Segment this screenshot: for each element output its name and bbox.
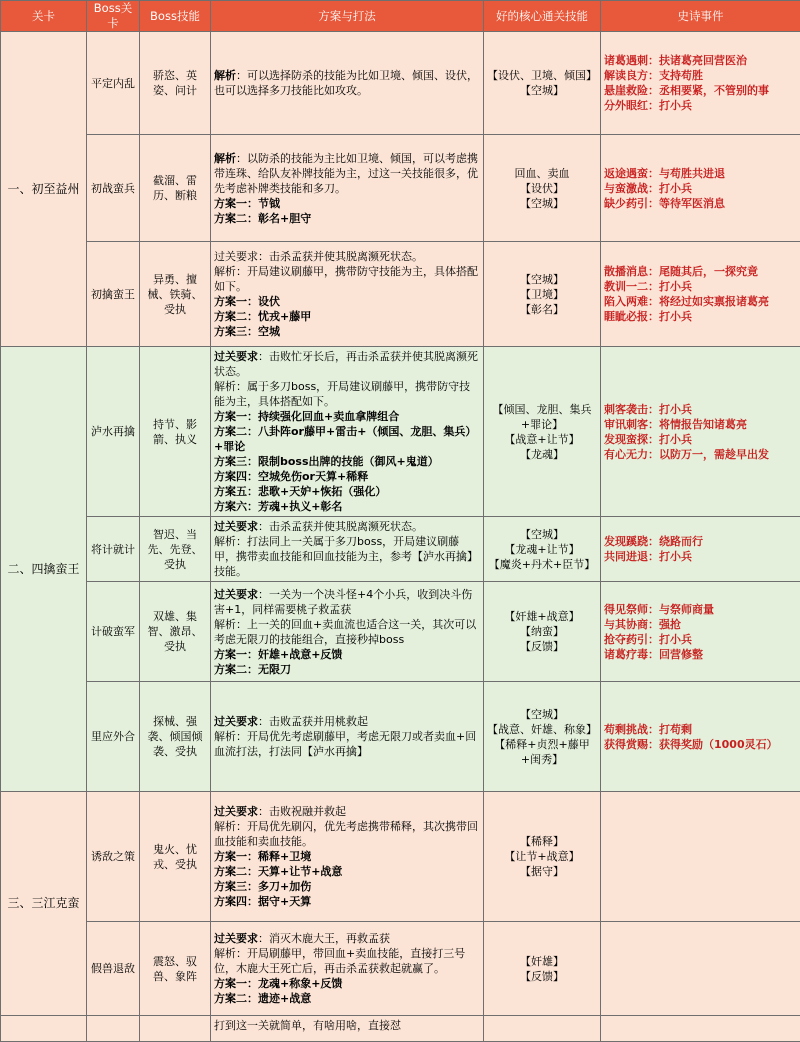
plan-cell — [211, 32, 484, 135]
plan-text: ：以防杀的技能为主比如卫境、倾国，可以考虑携带连珠、给队友补牌技能为主，过这一关技能很多，优先考虑补牌类技能和多刀。 — [214, 152, 478, 195]
core-skill-line: 【奸雄】 — [487, 954, 597, 969]
boss-skills-cell: 震怒、驭兽、象阵 — [140, 922, 211, 1016]
plan-line — [214, 264, 480, 294]
stage-name-cell: 将计就计 — [87, 517, 140, 582]
section-name-cell: 三、三江克蛮 — [1, 792, 87, 1016]
plan-bold-text: 方案四：空城免伤or天算+稀释 — [214, 470, 368, 483]
epic-events-cell — [601, 517, 800, 582]
section-name-cell: 二、四擒蛮王 — [1, 347, 87, 792]
plan-bold-text: 方案一：节钺 — [214, 197, 280, 210]
event-line: 解读良方：支持苟胜 — [604, 68, 797, 83]
event-line: 与蛮激战：打小兵 — [604, 181, 797, 196]
plan-text: ：可以选择防杀的技能为比如卫境、倾国、设伏，也可以选择多刀技能比如攻攻。 — [214, 69, 478, 97]
plan-text: 解析：开局刷藤甲，带回血+卖血技能，直接打三号位，木鹿大王死亡后，再击杀孟获救起就赢了。 — [214, 947, 465, 975]
plan-line — [214, 309, 480, 324]
plan-bold-text: 方案五：悲歌+天妒+恢拓（强化） — [214, 485, 386, 498]
plan-bold-text: 方案二：遗迹+战意 — [214, 992, 311, 1005]
core-skill-line: 【设伏、卫境、倾国】 — [487, 68, 597, 83]
plan-line — [214, 469, 480, 484]
event-line: 审讯刺客：将情报告知诸葛亮 — [604, 417, 797, 432]
core-skills-cell — [484, 922, 601, 1016]
plan-bold-text: 方案三：限制boss出牌的技能（御风+鬼道） — [214, 455, 439, 468]
table-row — [1, 135, 800, 242]
core-skill-line: 【纳蛮】 — [487, 624, 597, 639]
epic-events-cell — [601, 582, 800, 682]
boss-skills-cell: 异勇、擅械、铁骑、受执 — [140, 242, 211, 347]
header-plan: 方案与打法 — [211, 1, 484, 32]
event-line: 缺少药引：等待军医消息 — [604, 196, 797, 211]
plan-line — [214, 894, 480, 909]
table-row — [1, 682, 800, 792]
section-name-cell: 一、初至益州 — [1, 32, 87, 347]
plan-text: ：击败祝融并救起 — [258, 805, 346, 818]
header-boss-skills: Boss技能 — [140, 1, 211, 32]
plan-text: ：击杀孟获并使其脱离濒死状态。 — [258, 520, 423, 533]
plan-text: ：消灭木鹿大王，再救孟获 — [258, 932, 390, 945]
plan-text: 解析：开局优先刷闪，优先考虑携带稀释，其次携带回血技能和卖血技能。 — [214, 820, 478, 848]
event-line: 诸葛遇刺：扶诸葛亮回营医治 — [604, 53, 797, 68]
table-row — [1, 32, 800, 135]
partial-stage-cell — [87, 1016, 140, 1042]
plan-line — [214, 409, 480, 424]
plan-bold-text: 过关要求 — [214, 715, 258, 728]
plan-cell — [211, 922, 484, 1016]
table-row — [1, 792, 800, 922]
boss-skills-cell: 探械、强袭、倾国倾袭、受执 — [140, 682, 211, 792]
stage-name-cell: 诱敌之策 — [87, 792, 140, 922]
plan-bold-text: 方案二：八卦阵or藤甲+雷击+（倾国、龙胆、集兵）+罪论 — [214, 425, 476, 453]
event-line: 得见祭师：与祭师商量 — [604, 602, 797, 617]
event-line: 获得赏赐：获得奖励（1000灵石） — [604, 737, 797, 752]
core-skills-cell — [484, 242, 601, 347]
plan-line — [214, 534, 480, 579]
core-skill-line: 【空城】 — [487, 83, 597, 98]
plan-line — [214, 68, 480, 98]
plan-bold-text: 过关要求 — [214, 805, 258, 818]
partial-section-cell — [1, 1016, 87, 1042]
plan-line — [214, 294, 480, 309]
table-row-partial — [1, 1016, 800, 1042]
core-skill-line: 【稀释】 — [487, 834, 597, 849]
event-line: 教训一二：打小兵 — [604, 279, 797, 294]
event-line: 睚眦必报：打小兵 — [604, 309, 797, 324]
core-skill-line: 【彰名】 — [487, 302, 597, 317]
event-line: 抢夺药引：打小兵 — [604, 632, 797, 647]
plan-text: ：击败忙牙长后，再击杀孟获并使其脱离濒死状态。 — [214, 350, 478, 378]
stage-name-cell: 平定内乱 — [87, 32, 140, 135]
plan-bold-text: 方案一：持续强化回血+卖血拿牌组合 — [214, 410, 399, 423]
plan-text: ：一关为一个决斗怪+4个小兵，收到决斗伤害+1，同样需要桃子救孟获 — [214, 588, 472, 616]
table-row — [1, 922, 800, 1016]
plan-line — [214, 484, 480, 499]
plan-cell — [211, 792, 484, 922]
plan-line — [214, 519, 480, 534]
plan-bold-text: 方案一：龙魂+称象+反馈 — [214, 977, 342, 990]
plan-line — [214, 662, 480, 677]
core-skills-cell — [484, 135, 601, 242]
plan-line — [214, 991, 480, 1006]
plan-line — [214, 946, 480, 976]
header-core-skills: 好的核心通关技能 — [484, 1, 601, 32]
event-line: 诸葛疗毒：回营修整 — [604, 647, 797, 662]
plan-cell — [211, 347, 484, 517]
plan-bold-text: 过关要求 — [214, 932, 258, 945]
plan-line — [214, 211, 480, 226]
partial-skills-cell — [140, 1016, 211, 1042]
core-skills-cell — [484, 347, 601, 517]
partial-plan-cell — [211, 1016, 484, 1042]
header-stage-group: 关卡 — [1, 1, 87, 32]
plan-bold-text: 过关要求 — [214, 350, 258, 363]
plan-line — [214, 931, 480, 946]
core-skills-cell — [484, 32, 601, 135]
plan-line — [214, 424, 480, 454]
event-line: 刺客袭击：打小兵 — [604, 402, 797, 417]
stage-name-cell: 泸水再擒 — [87, 347, 140, 517]
core-skills-cell — [484, 792, 601, 922]
plan-text: 解析：上一关的回血+卖血流也适合这一关，其次可以考虑无限刀的技能组合，直接秒掉boss — [214, 618, 476, 646]
core-skills-cell — [484, 517, 601, 582]
plan-bold-text: 方案四：据守+天算 — [214, 895, 311, 908]
table-row — [1, 242, 800, 347]
plan-bold-text: 方案一：奸雄+战意+反馈 — [214, 648, 342, 661]
event-line: 悬崖救险：丞相要紧，不管别的事 — [604, 83, 797, 98]
event-line: 分外眼红：打小兵 — [604, 98, 797, 113]
core-skill-line: 【空城】 — [487, 527, 597, 542]
table-row — [1, 517, 800, 582]
core-skill-line: 【卫境】 — [487, 287, 597, 302]
partial-events-cell — [601, 1016, 800, 1042]
stage-name-cell: 里应外合 — [87, 682, 140, 792]
plan-line — [214, 499, 480, 514]
plan-line — [214, 714, 480, 729]
plan-line — [214, 151, 480, 196]
core-skill-line: 【龙魂】 — [487, 447, 597, 462]
epic-events-cell — [601, 922, 800, 1016]
boss-skills-cell: 智迟、当先、先登、受执 — [140, 517, 211, 582]
core-skill-line: 【奸雄+战意】 — [487, 609, 597, 624]
core-skill-line: 【空城】 — [487, 707, 597, 722]
core-skill-line: 【反馈】 — [487, 639, 597, 654]
core-skill-line: 【让节+战意】 — [487, 849, 597, 864]
plan-line — [214, 864, 480, 879]
core-skill-line: 回血、卖血 — [487, 166, 597, 181]
core-skill-line: 【反馈】 — [487, 969, 597, 984]
boss-skills-cell: 持节、影箭、执义 — [140, 347, 211, 517]
core-skill-line: 【空城】 — [487, 272, 597, 287]
plan-bold-text: 解析 — [214, 69, 236, 82]
header-epic-events: 史诗事件 — [601, 1, 800, 32]
core-skill-line: 【倾国、龙胆、集兵+罪论】 — [487, 402, 597, 432]
plan-line — [214, 819, 480, 849]
event-line: 发现蛮探：打小兵 — [604, 432, 797, 447]
core-skill-line: 【据守】 — [487, 864, 597, 879]
core-skill-line: 【战意、奸雄、称象】 — [487, 722, 597, 737]
event-line: 散播消息：尾随其后，一探究竟 — [604, 264, 797, 279]
plan-line — [214, 617, 480, 647]
table-body — [1, 32, 800, 1042]
plan-bold-text: 解析 — [214, 152, 236, 165]
plan-line — [214, 804, 480, 819]
plan-text: 解析：打法同上一关属于多刀boss，开局建议刷藤甲，携带卖血技能和回血技能为主，参考【泸水再擒】技能。 — [214, 535, 478, 578]
event-line: 与其协商：强抢 — [604, 617, 797, 632]
core-skill-line: 【魔炎+丹术+臣节】 — [487, 557, 597, 572]
plan-cell — [211, 135, 484, 242]
core-skill-line: 【龙魂+让节】 — [487, 542, 597, 557]
plan-line — [214, 379, 480, 409]
plan-bold-text: 方案六：芳魂+执义+彰名 — [214, 500, 342, 513]
plan-bold-text: 方案二：彰名+胆守 — [214, 212, 311, 225]
core-skills-cell — [484, 682, 601, 792]
core-skill-line: 【战意+让节】 — [487, 432, 597, 447]
plan-line — [214, 647, 480, 662]
plan-bold-text: 过关要求 — [214, 520, 258, 533]
event-line: 苟剩挑战：打苟剩 — [604, 722, 797, 737]
plan-line — [214, 349, 480, 379]
plan-cell — [211, 682, 484, 792]
plan-bold-text: 方案三：空城 — [214, 325, 280, 338]
stage-name-cell: 初战蛮兵 — [87, 135, 140, 242]
plan-text: 打到这一关就简单，有啥用啥，直接怼 — [214, 1018, 480, 1033]
header-boss-stage: Boss关卡 — [87, 1, 140, 32]
event-line: 发现蹊跷：绕路而行 — [604, 534, 797, 549]
plan-bold-text: 方案二：无限刀 — [214, 663, 291, 676]
epic-events-cell — [601, 32, 800, 135]
epic-events-cell — [601, 682, 800, 792]
plan-line — [214, 587, 480, 617]
core-skill-line: 【空城】 — [487, 196, 597, 211]
plan-cell — [211, 517, 484, 582]
plan-bold-text: 过关要求 — [214, 588, 258, 601]
plan-text: ：击败孟获并用桃救起 — [258, 715, 368, 728]
stage-name-cell: 计破蛮军 — [87, 582, 140, 682]
boss-skills-cell: 截溜、雷历、断粮 — [140, 135, 211, 242]
boss-skills-cell: 鬼火、忧戎、受执 — [140, 792, 211, 922]
partial-core-cell — [484, 1016, 601, 1042]
table-row — [1, 347, 800, 517]
plan-line — [214, 729, 480, 759]
table-row — [1, 582, 800, 682]
event-line: 返途遇蛮：与苟胜共进退 — [604, 166, 797, 181]
plan-bold-text: 方案一：设伏 — [214, 295, 280, 308]
plan-text: 过关要求：击杀孟获并使其脱离濒死状态。 — [214, 250, 423, 263]
plan-line — [214, 879, 480, 894]
plan-line — [214, 324, 480, 339]
plan-cell — [211, 582, 484, 682]
plan-line — [214, 976, 480, 991]
epic-events-cell — [601, 347, 800, 517]
plan-text: 解析：开局优先考虑刷藤甲，考虑无限刀或者卖血+回血流打法，打法同【泸水再擒】 — [214, 730, 476, 758]
plan-text: 解析：开局建议刷藤甲，携带防守技能为主，具体搭配如下。 — [214, 265, 478, 293]
boss-skills-cell: 双雄、集智、激昂、受执 — [140, 582, 211, 682]
core-skill-line: 【稀释+贞烈+藤甲+闺秀】 — [487, 737, 597, 767]
event-line: 共同进退：打小兵 — [604, 549, 797, 564]
plan-text: 解析：属于多刀boss，开局建议刷藤甲，携带防守技能为主，具体搭配如下。 — [214, 380, 470, 408]
plan-bold-text: 方案三：多刀+加伤 — [214, 880, 311, 893]
plan-line — [214, 249, 480, 264]
plan-bold-text: 方案一：稀释+卫境 — [214, 850, 311, 863]
epic-events-cell — [601, 792, 800, 922]
stage-name-cell: 假兽退敌 — [87, 922, 140, 1016]
core-skill-line: 【设伏】 — [487, 181, 597, 196]
boss-skills-cell: 骄恣、英姿、问计 — [140, 32, 211, 135]
epic-events-cell — [601, 242, 800, 347]
plan-line — [214, 849, 480, 864]
epic-events-cell — [601, 135, 800, 242]
plan-line — [214, 196, 480, 211]
plan-line — [214, 454, 480, 469]
event-line: 陷入两难：将经过如实禀报诸葛亮 — [604, 294, 797, 309]
stage-name-cell: 初擒蛮王 — [87, 242, 140, 347]
core-skills-cell — [484, 582, 601, 682]
event-line: 有心无力：以防万一，需趁早出发 — [604, 447, 797, 462]
header-row — [1, 1, 800, 32]
plan-bold-text: 方案二：天算+让节+战意 — [214, 865, 342, 878]
plan-bold-text: 方案二：忧戎+藤甲 — [214, 310, 311, 323]
plan-cell — [211, 242, 484, 347]
